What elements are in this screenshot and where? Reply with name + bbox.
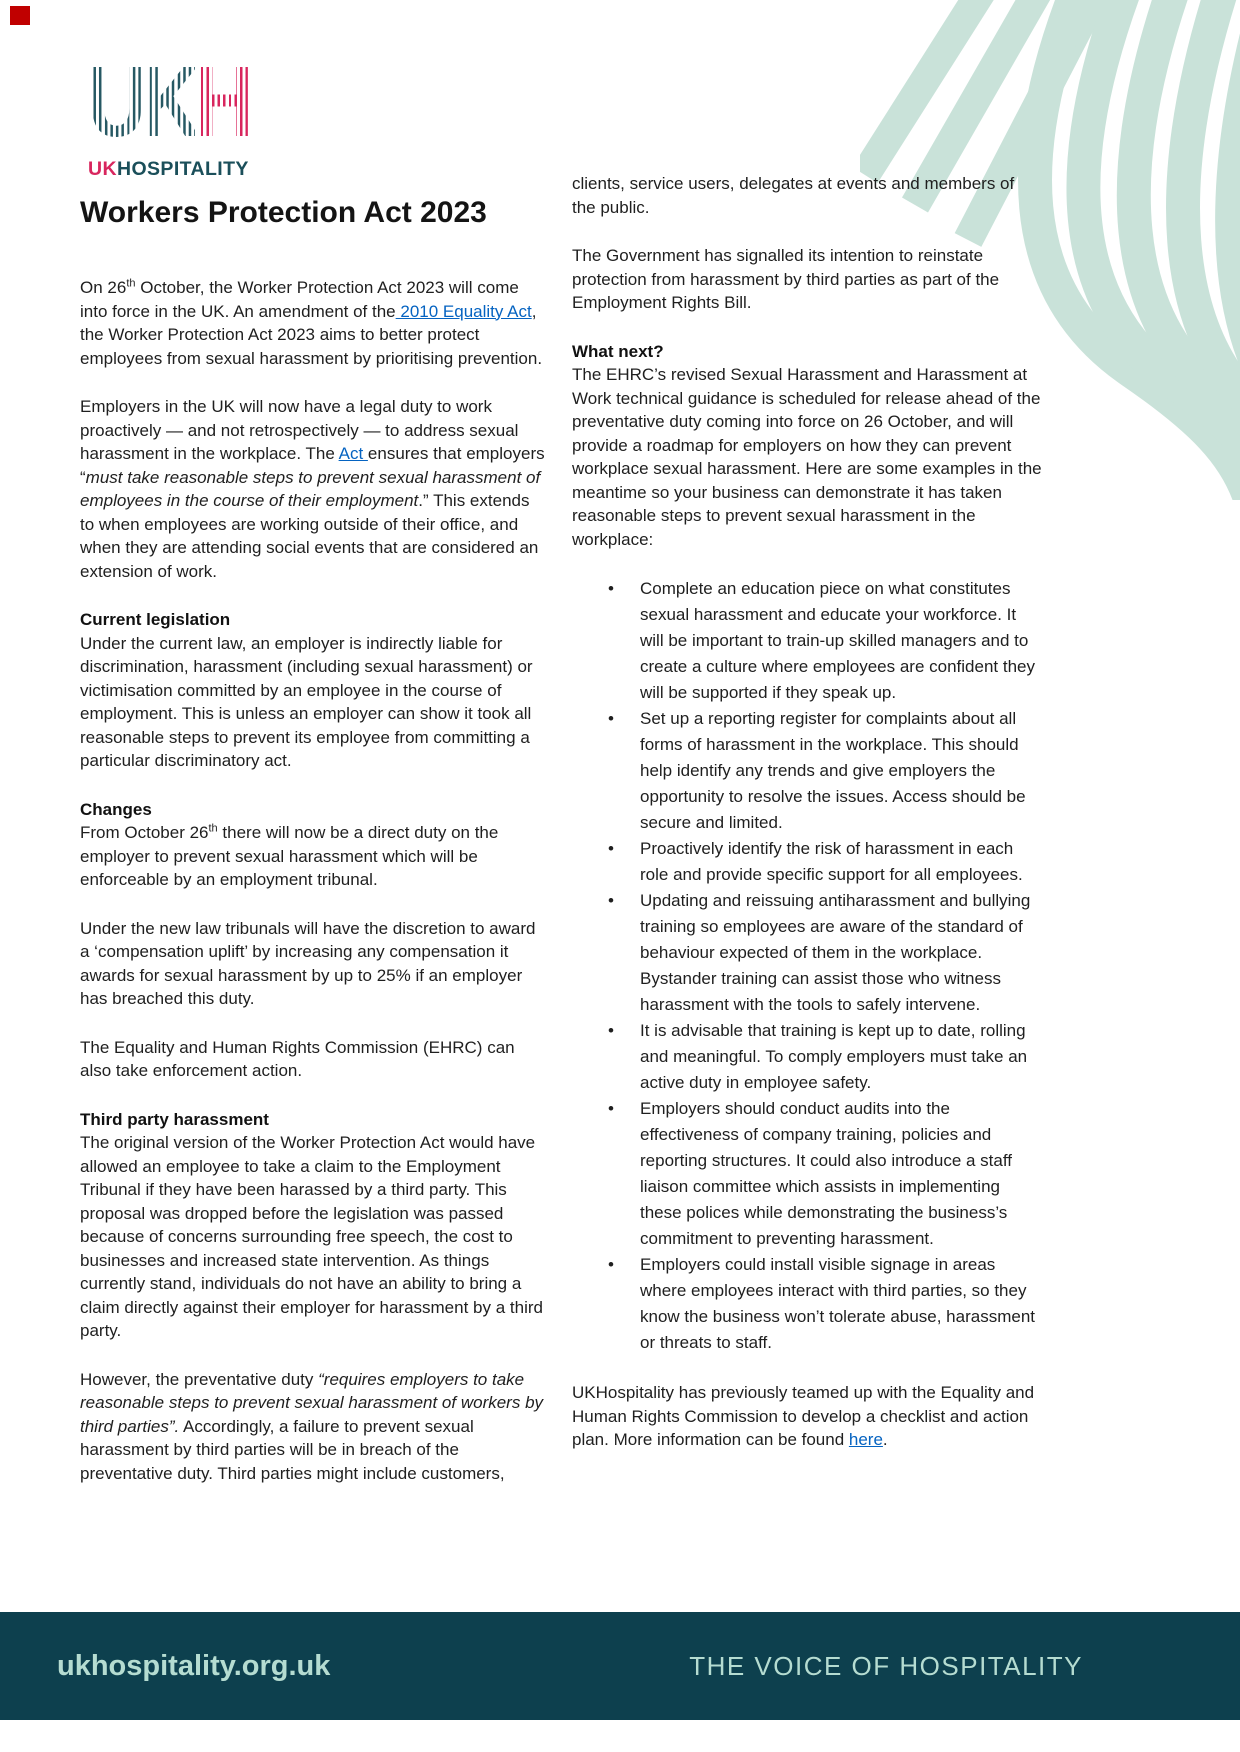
- bullet-text: Updating and reissuing antiharassment and bullying training so employees are aware of the standard of behaviour expected of them in the workplace. Bystander training can assist those who witness harassment with the tools to safely intervene.: [640, 891, 1031, 1014]
- text-run: The Equality and Human Rights Commission (EHRC) can also take enforcement action.: [80, 1037, 515, 1080]
- bullet-text: Employers should conduct audits into the effectiveness of company training, policies and reporting structures. It could also introduce a staff liaison committee which assists in implementing these polices while demonstrating the business’s commitment to preventing harassment.: [640, 1099, 1012, 1248]
- paragraph: [80, 632, 546, 773]
- footer-bar: [0, 1612, 1240, 1720]
- paragraph: [80, 821, 546, 892]
- bullet-text: It is advisable that training is kept up to date, rolling and meaningful. To comply employers must take an active duty in employee safety.: [640, 1021, 1028, 1092]
- bullet-marker: •: [608, 709, 614, 728]
- bullet-item: [572, 836, 1042, 888]
- wordmark-uk: UK: [88, 158, 117, 180]
- text-run: UKHospitality has previously teamed up with the Equality and Human Rights Commission to develop a checklist and action plan. More information can be found: [572, 1383, 1035, 1449]
- bullet-text: Set up a reporting register for complaints about all forms of harassment in the workplace. This should help identify any trends and give employers the opportunity to resolve the issues. Access should be secure and limited.: [640, 709, 1026, 832]
- bullet-marker: •: [608, 1099, 614, 1118]
- text-link[interactable]: Act: [338, 444, 368, 463]
- ukh-logo: [88, 46, 290, 181]
- text-link[interactable]: 2010 Equality Act: [395, 301, 532, 321]
- text-run: .: [882, 1430, 888, 1449]
- section-heading: Current legislation: [80, 610, 231, 629]
- section-heading: Third party harassment: [80, 1109, 269, 1129]
- bullet-marker: •: [608, 891, 614, 910]
- bullet-item: [572, 1252, 1042, 1356]
- bullet-item: [572, 1096, 1042, 1252]
- superscript-text: th: [208, 822, 218, 835]
- text-run: .” This extends to when employees are working outside of their office, and when they are attending social events that are considered an extension of work.: [80, 491, 539, 581]
- bullet-item: [572, 706, 1042, 836]
- text-run: Under the current law, an employer is indirectly liable for discrimination, harassment (including sexual harassment) or victimisation committed by an employee in the course of employment. This is unless an employer can show it took all reasonable steps to prevent its employee from committing a particular discriminatory act.: [80, 633, 533, 770]
- page-title: Workers Protection Act 2023: [80, 196, 487, 229]
- bullet-marker: •: [608, 1021, 614, 1040]
- text-run: Employers in the UK will now have a legal duty to work proactively — and not retrospectively — to address sexual harassment in the workplace. The: [80, 397, 519, 463]
- text-run: The EHRC’s revised Sexual Harassment and Harassment at Work technical guidance is scheduled for release ahead of the preventative duty coming into force on 26 October, and will provide a roadmap for employers on how they can prevent workplace sexual harassment. Here are some examples in the meantime so your business can demonstrate it has taken reasonable steps to prevent sexual harassment in the workplace:: [572, 365, 1042, 549]
- wordmark-hospitality: HOSPITALITY: [116, 158, 249, 180]
- right-column: [572, 172, 1042, 1477]
- bullet-item: [572, 888, 1042, 1018]
- bullet-item: [572, 1018, 1042, 1096]
- paragraph: [572, 244, 1042, 315]
- bullet-marker: •: [608, 579, 614, 598]
- logo-monogram-uk: UK: [88, 46, 196, 158]
- bullet-text: Employers could install visible signage in areas where employees interact with third parties, so they know the business won’t tolerate abuse, harassment or threats to staff.: [640, 1255, 1036, 1352]
- text-run: there will now be a direct duty on the employer to prevent sexual harassment which will be enforceable by an employment tribunal.: [80, 823, 499, 889]
- paragraph: [80, 395, 546, 583]
- text-run: Under the new law tribunals will have the discretion to award a ‘compensation uplift’ by increasing any compensation it awards for sexual harassment by up to 25% if an employer has breached this duty.: [80, 918, 536, 1008]
- paragraph: [80, 917, 546, 1011]
- superscript-text: th: [126, 277, 136, 290]
- paragraph: [80, 276, 546, 370]
- text-run: clients, service users, delegates at events and members of the public.: [572, 174, 1015, 217]
- bullet-list: [572, 576, 1042, 1356]
- bullet-marker: •: [608, 839, 614, 858]
- text-run: Accordingly, a failure to prevent sexual harassment by third parties will be in breach of the preventative duty. Third parties might include customers,: [80, 1416, 505, 1483]
- text-run: The Government has signalled its intention to reinstate protection from harassment by third parties as part of the Employment Rights Bill.: [572, 246, 1000, 312]
- bullet-text: Proactively identify the risk of harassment in each role and provide specific support for all employees.: [640, 839, 1023, 884]
- paragraph: [80, 1131, 546, 1343]
- text-run: On 26: [80, 278, 127, 297]
- bullet-marker: •: [608, 1255, 614, 1274]
- ukh-monogram-logo: [88, 46, 250, 158]
- paragraph: [80, 1368, 546, 1486]
- text-run: October, the Worker Protection Act 2023 will come into force in the UK. An amendment of the: [80, 278, 519, 321]
- footer-tagline: THE VOICE OF HOSPITALITY: [689, 1650, 1083, 1681]
- ukh-wordmark: [88, 158, 290, 181]
- italic-text: “requires employers to take reasonable steps to prevent sexual harassment of workers by third parties”.: [80, 1369, 544, 1436]
- logo-monogram-h: H: [195, 46, 250, 158]
- paragraph: [80, 1036, 546, 1083]
- text-run: However, the preventative duty: [80, 1369, 319, 1389]
- paragraph: [572, 172, 1042, 219]
- text-run: From October 26: [80, 823, 209, 842]
- paragraph: [572, 363, 1042, 551]
- text-link[interactable]: here: [848, 1430, 883, 1449]
- bullet-item: [572, 576, 1042, 706]
- section-heading: Changes: [80, 799, 152, 819]
- footer-website-link[interactable]: ukhospitality.org.uk: [57, 1649, 331, 1682]
- text-run: , the Worker Protection Act 2023 aims to better protect employees from sexual harassment by prioritising prevention.: [80, 301, 543, 368]
- text-run: The original version of the Worker Protection Act would have allowed an employee to take a claim to the Employment Tribunal if they have been harassed by a third party. This proposal was dropped before the legislation was passed because of concerns surrounding free speech, the cost to businesses and increased state intervention. As things currently stand, individuals do not have an ability to bring a claim directly against their employer for harassment by a third party.: [80, 1133, 543, 1340]
- italic-text: must take reasonable steps to prevent sexual harassment of employees in the course of their employment: [80, 467, 541, 510]
- bullet-text: Complete an education piece on what constitutes sexual harassment and educate your workforce. It will be important to train-up skilled managers and to create a culture where employees are confident they will be supported if they speak up.: [640, 579, 1036, 702]
- text-run: ensures that employers “: [80, 444, 545, 487]
- left-column: [80, 276, 546, 1510]
- section-heading: What next?: [572, 341, 664, 361]
- paragraph: [572, 1381, 1042, 1452]
